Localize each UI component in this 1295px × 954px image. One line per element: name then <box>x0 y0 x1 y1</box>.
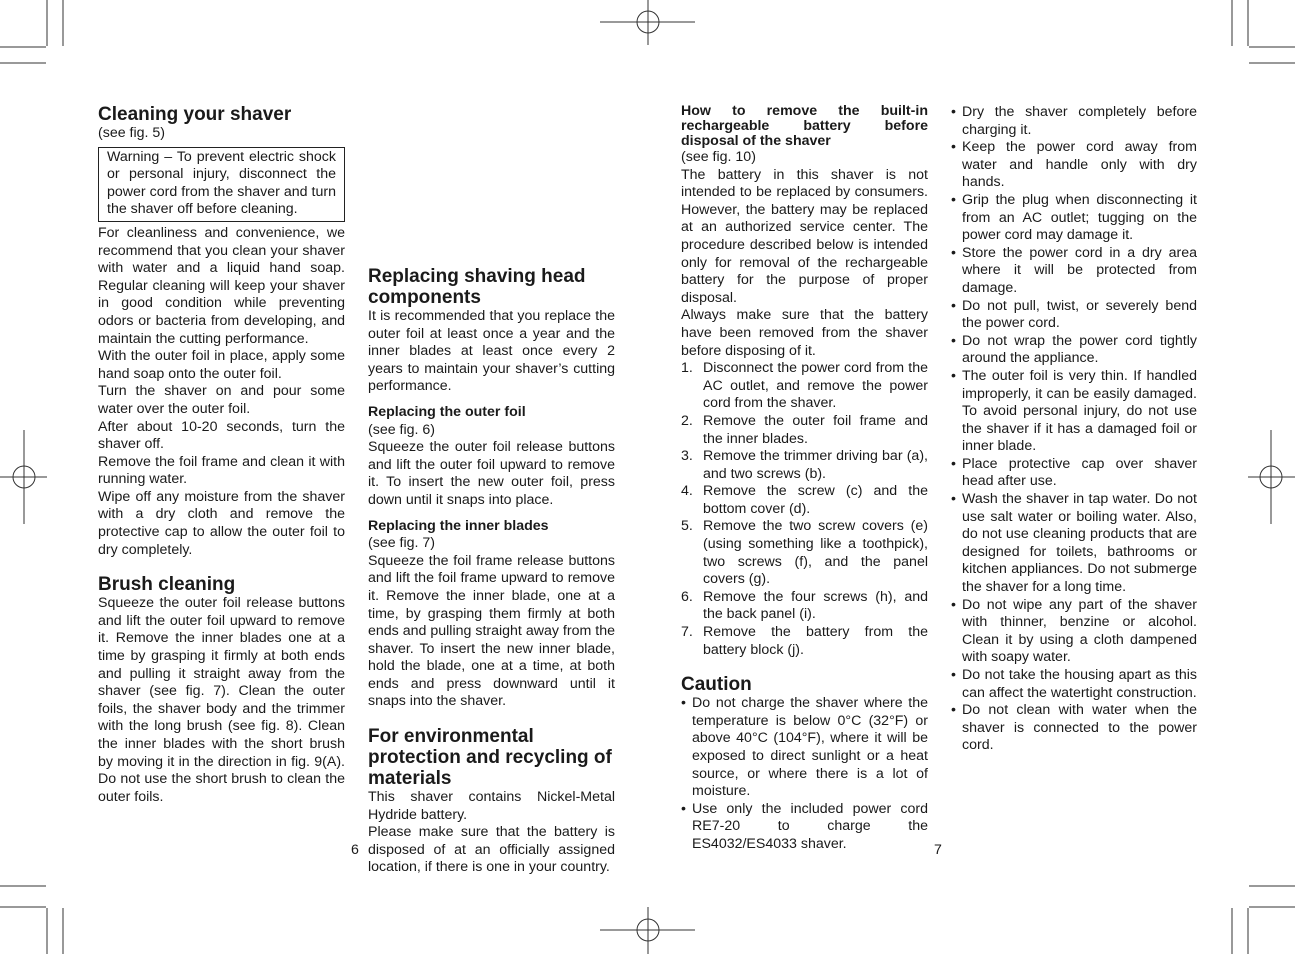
list-item: • Grip the plug when disconnecting it from an AC outlet; tugging on the power cord may damage it. <box>951 191 1197 244</box>
list-item: • Place protective cap over shaver head after use. <box>951 455 1197 490</box>
list-item: • Store the power cord in a dry area where it will be protected from damage. <box>951 244 1197 296</box>
page-number-left: 6 <box>351 842 359 858</box>
crop-mark-top-right <box>1232 0 1295 63</box>
crop-mark-bottom-left <box>0 886 63 954</box>
outer-foil-title: Replacing the outer foil <box>368 403 526 420</box>
cleaning-title: Cleaning your shaver <box>98 104 292 125</box>
replacing-title: Replacing shaving head components <box>368 266 586 308</box>
registration-mark-bottom <box>600 907 695 954</box>
cleaning-paragraph: With the outer foil in place, apply some hand soap onto the outer foil. <box>98 348 345 382</box>
inner-blades-fig-ref: (see fig. 7) <box>368 535 436 552</box>
list-item: • Dry the shaver completely before charging it. <box>951 104 1197 138</box>
cleaning-paragraph: Wipe off any moisture from the shaver with a dry cloth and remove the protective cap to allow the outer foil to dry completely. <box>98 488 345 558</box>
list-item: • Do not wipe any part of the shaver with thinner, benzine or alcohol. Clean it by using a cloth dampened with soapy water. <box>951 596 1197 666</box>
list-item: • Do not pull, twist, or severely bend the power cord. <box>951 297 1197 332</box>
replacing-intro: It is recommended that you replace the outer foil at least once a year and the inner blades at least once every 2 years to maintain your shaver’s cutting performance. <box>368 308 615 395</box>
list-item: • Do not clean with water when the shaver is connected to the power cord. <box>951 702 1197 754</box>
column-1 <box>98 104 345 806</box>
cleaning-paragraph: Turn the shaver on and pour some water over the outer foil. <box>98 383 345 417</box>
list-item: • Do not charge the shaver where the temperature is below 0°C (32°F) or above 40°C (104°F), where it will be exposed to direct sunlight or a heat source, or where there is a lot of moisture. <box>681 695 928 800</box>
page-number-right: 7 <box>934 842 942 858</box>
cleaning-paragraph: For cleanliness and convenience, we recommend that you clean your shaver with water and a liquid hand soap. Regular cleaning will keep your shaver in good condition while preventing odors or bacteria from developing, and maintain the cutting performance. <box>98 224 345 347</box>
environment-text: Please make sure that the battery is disposed of at an officially assigned location, if there is one in your country. <box>368 824 615 876</box>
registration-mark-left <box>0 430 47 524</box>
column-3 <box>681 104 928 854</box>
cleaning-paragraph: After about 10-20 seconds, turn the shaver off. <box>98 418 345 453</box>
battery-removal-title: How to remove the built-in rechargeable battery before disposal of the shaver <box>681 103 928 149</box>
cleaning-fig-ref: (see fig. 5) <box>98 125 166 141</box>
list-item: 5. Remove the two screw covers (e) (using something like a toothpick), two screws (f), and the panel covers (g). <box>681 518 928 588</box>
battery-removal-fig-ref: (see fig. 10) <box>681 149 756 165</box>
environment-title: For environmental protection and recycling of materials <box>368 726 612 790</box>
list-item: • Wash the shaver in tap water. Do not use salt water or boiling water. Also, do not use cleaning products that are designed for toilets, bathrooms or kitchen appliances. Do not submerge the shaver for a long time. <box>951 491 1197 596</box>
brush-text: Squeeze the outer foil release buttons and lift the outer foil upward to remove it. Remove the inner blades one at a time by grasping it firmly at both ends and pulling it straight away from the shaver (see fig. 7). Clean the outer foils, the shaver body and the trimmer with the long brush (see fig. 8). Clean the inner blades with the short brush by moving it in the direction in fig. 9(A). Do not use the short brush to clean the outer foils. <box>98 595 345 805</box>
environment-text: This shaver contains Nickel-Metal Hydride battery. <box>368 789 615 823</box>
list-item: 1. Disconnect the power cord from the AC outlet, and remove the power cord from the shaver. <box>681 360 928 412</box>
list-item: 6. Remove the four screws (h), and the back panel (i). <box>681 588 928 623</box>
battery-removal-text: Always make sure that the battery have been removed from the shaver before disposing of it. <box>681 307 928 359</box>
registration-mark-top <box>600 0 695 45</box>
inner-blades-title: Replacing the inner blades <box>368 517 549 534</box>
outer-foil-fig-ref: (see fig. 6) <box>368 421 436 438</box>
caution-title: Caution <box>681 674 752 696</box>
registration-mark-right <box>1248 430 1295 524</box>
list-item: • Keep the power cord away from water and handle only with dry hands. <box>951 139 1197 191</box>
crop-mark-top-left <box>0 0 63 63</box>
crop-mark-bottom-right <box>1232 886 1295 954</box>
removal-steps-list <box>681 360 928 659</box>
battery-removal-text: The battery in this shaver is not intended to be replaced by consumers. However, the battery may be replaced at an authorized service center. The procedure described below is intended only for removal of the rechargeable battery for the purpose of proper disposal. <box>681 166 928 306</box>
column-2 <box>368 266 615 877</box>
list-item: 2. Remove the outer foil frame and the inner blades. <box>681 412 928 447</box>
warning-box <box>98 147 345 222</box>
list-item: • Do not take the housing apart as this can affect the watertight construction. <box>951 667 1197 701</box>
list-item: 3. Remove the trimmer driving bar (a), and two screws (b). <box>681 448 928 482</box>
caution-list-part-2 <box>951 104 1197 755</box>
warning-text: Warning – To prevent electric shock or personal injury, disconnect the power cord from the shaver and turn the shaver off before cleaning. <box>107 148 336 218</box>
caution-list-part-1 <box>681 695 928 853</box>
brush-title: Brush cleaning <box>98 574 236 596</box>
list-item: 7. Remove the battery from the battery block (j). <box>681 624 928 658</box>
outer-foil-text: Squeeze the outer foil release buttons and lift the outer foil upward to remove it. To insert the new outer foil, press down until it snaps into place. <box>368 439 615 508</box>
list-item: • Do not wrap the power cord tightly around the appliance. <box>951 332 1197 367</box>
list-item: • Use only the included power cord RE7-20 to charge the ES4032/ES4033 shaver. <box>681 800 928 852</box>
list-item: 4. Remove the screw (c) and the bottom cover (d). <box>681 483 928 517</box>
cleaning-paragraph: Remove the foil frame and clean it with running water. <box>98 453 345 488</box>
list-item: • The outer foil is very thin. If handled improperly, it can be easily damaged. To avoid personal injury, do not use the shaver if it has a damaged foil or inner blade. <box>951 367 1197 455</box>
column-4 <box>951 104 1197 755</box>
inner-blades-text: Squeeze the foil frame release buttons and lift the foil frame upward to remove it. Remove the inner blade, one at a time, by grasping them firmly at both ends and pulling straight away from the shaver. To insert the new inner blade, hold the blade, one at a time, at both ends and press downward until it snaps into the shaver. <box>368 552 615 710</box>
